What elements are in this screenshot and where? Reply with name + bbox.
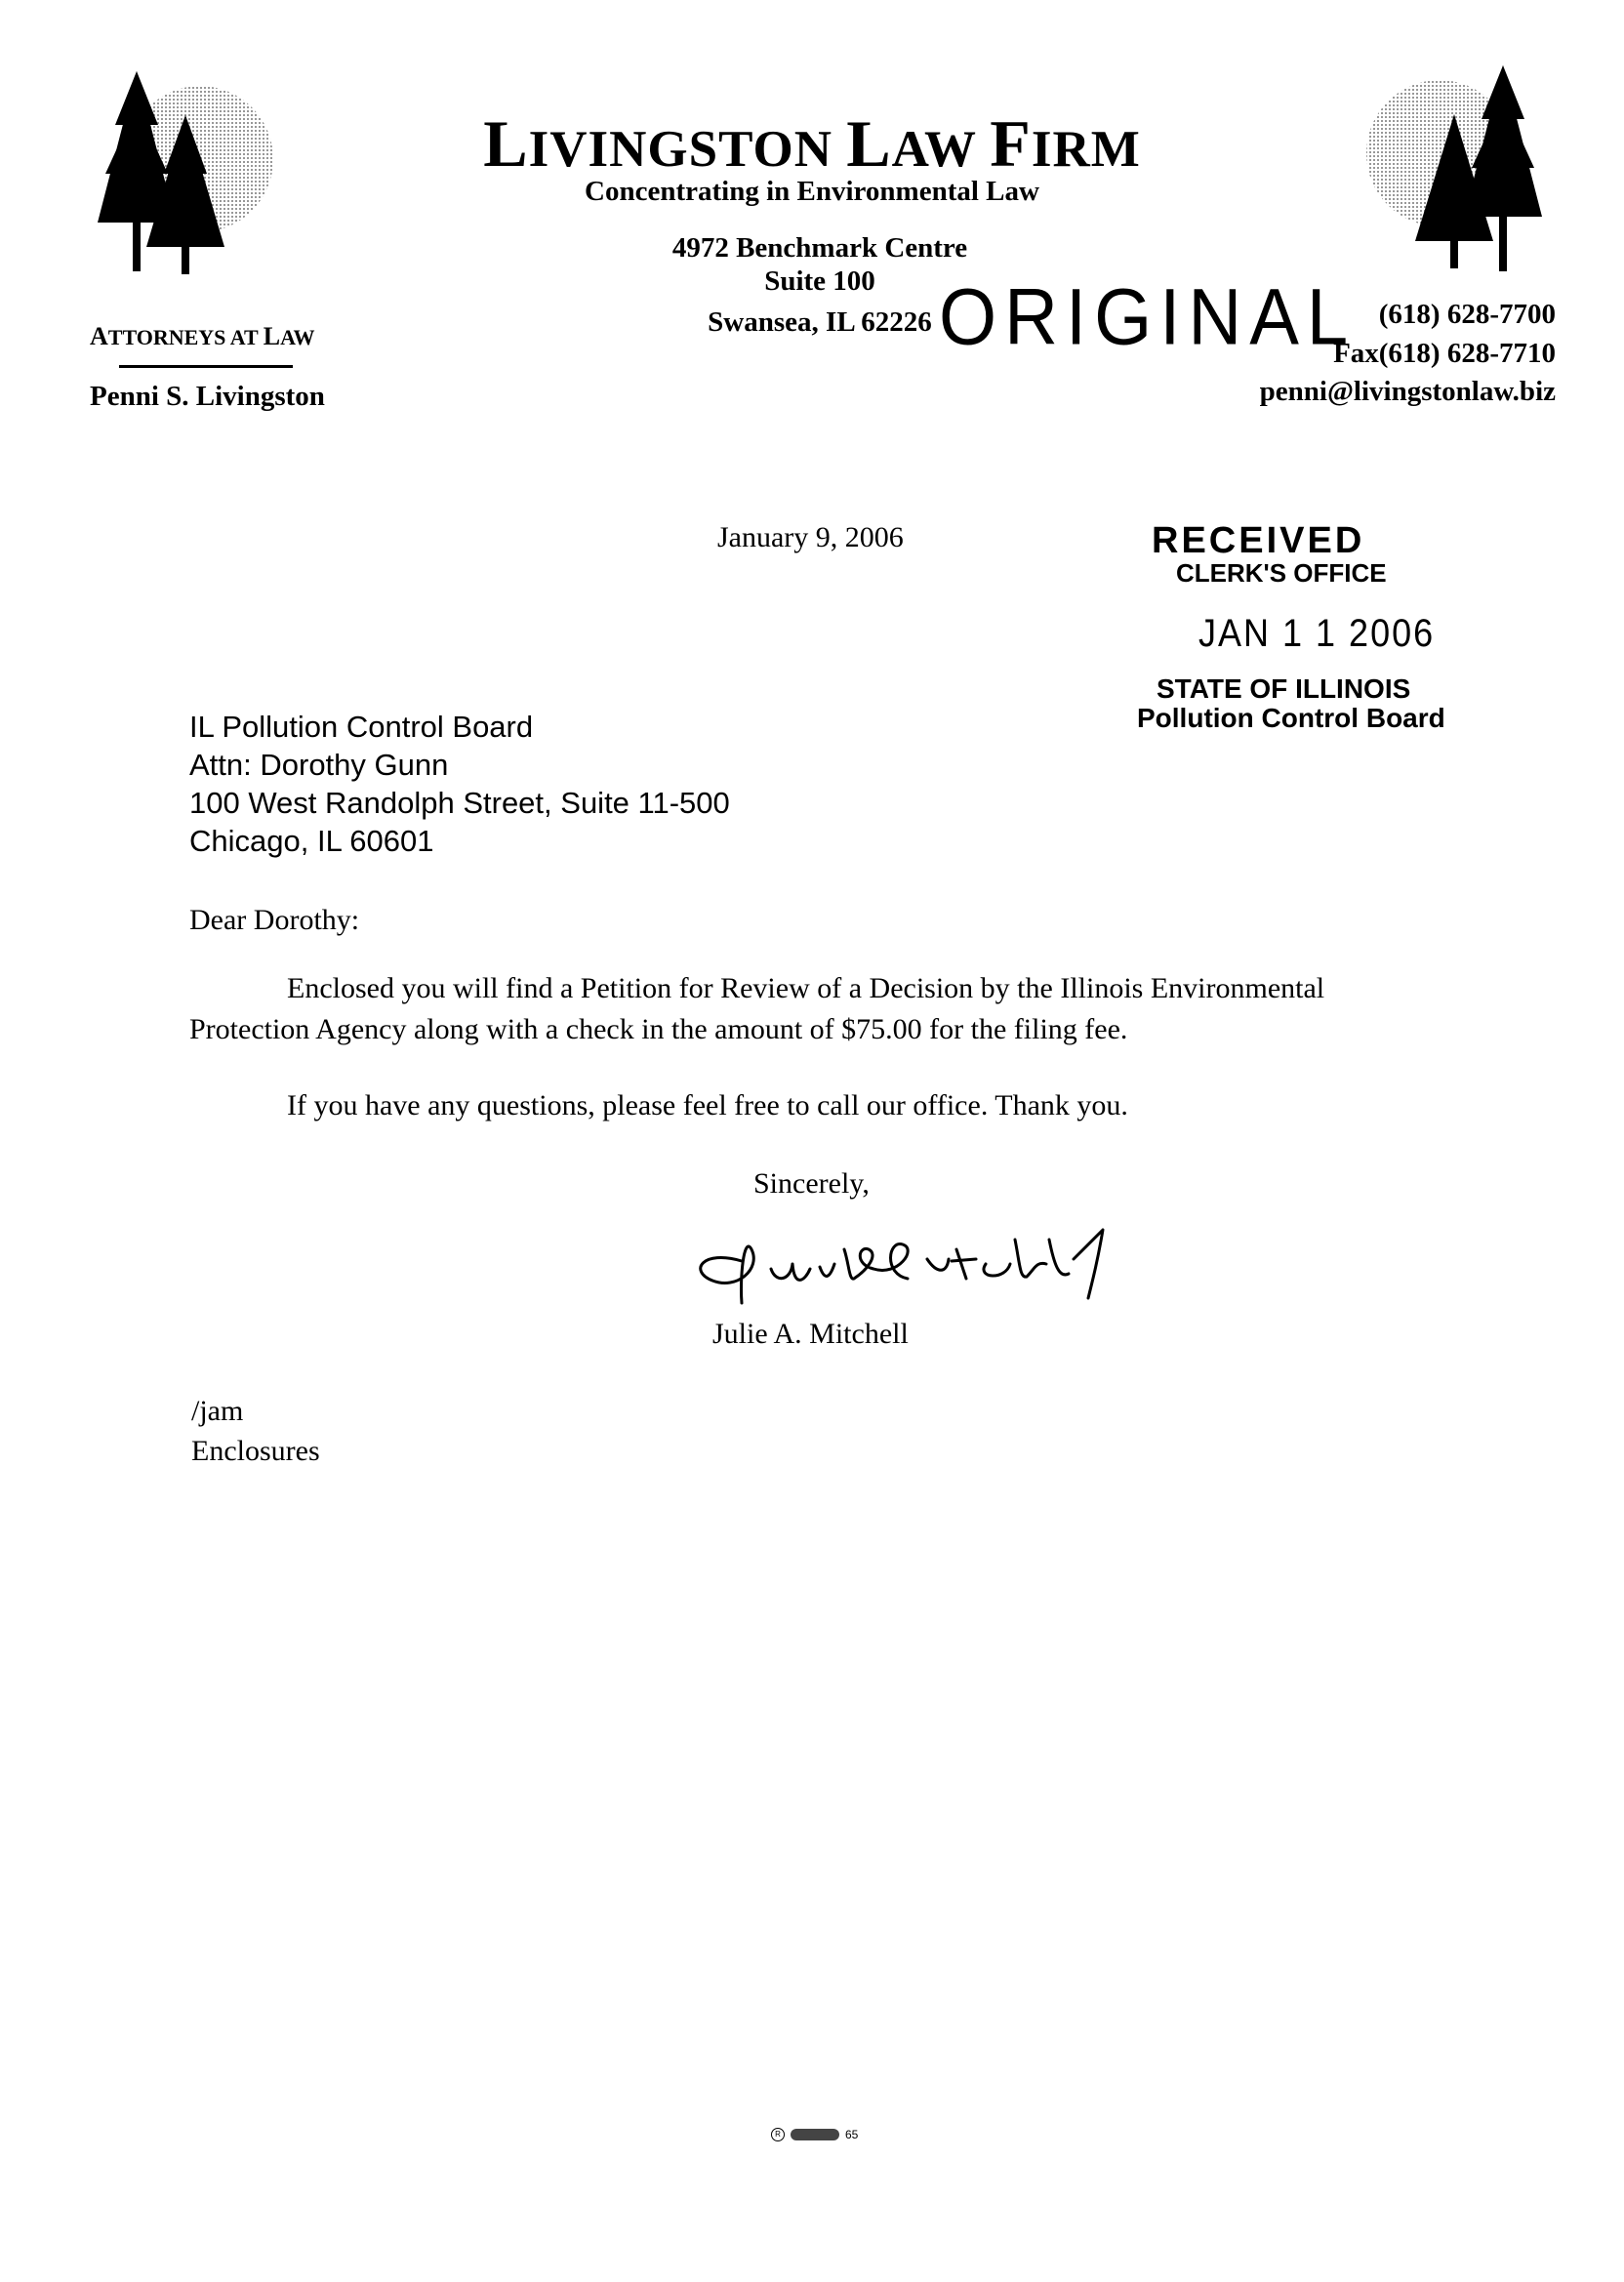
recipient-line-4: Chicago, IL 60601 xyxy=(189,824,434,858)
firm-name-word-3: FIRM xyxy=(990,106,1141,181)
fax-number: Fax(618) 628-7710 xyxy=(1333,338,1556,369)
received-stamp-board: Pollution Control Board xyxy=(1137,703,1445,733)
letter-date: January 9, 2006 xyxy=(717,521,904,553)
registered-icon: R xyxy=(771,2128,785,2141)
firm-name xyxy=(0,105,1624,183)
original-stamp: ORIGINAL xyxy=(939,272,1357,362)
closing: Sincerely, xyxy=(753,1167,870,1200)
paragraph-2: If you have any questions, please feel free to call our office. Thank you. xyxy=(287,1089,1128,1121)
recipient-line-1: IL Pollution Control Board xyxy=(189,710,534,744)
enclosures-note: Enclosures xyxy=(191,1435,320,1467)
firm-name-word-2: LAW xyxy=(846,106,991,181)
paragraph-1: Enclosed you will find a Petition for Review of a Decision by the Illinois Environmental Protection Agency along with a check in the amount of $75.00 for the filing fee. xyxy=(189,972,1325,1045)
email-address: penni@livingstonlaw.biz xyxy=(1259,376,1556,407)
firm-name-word-1: LIVINGSTON xyxy=(483,106,847,181)
received-stamp-title: RECEIVED xyxy=(1152,520,1365,561)
firm-address-line-1: 4972 Benchmark Centre xyxy=(671,232,968,264)
attorney-name: Penni S. Livingston xyxy=(90,381,325,412)
firm-address-line-2: Suite 100 xyxy=(764,265,875,297)
phone-number: (618) 628-7700 xyxy=(1378,299,1556,330)
firm-tagline: Concentrating in Environmental Law xyxy=(585,176,1039,207)
union-bug-footer xyxy=(771,2128,858,2141)
salutation: Dear Dorothy: xyxy=(189,904,360,936)
firm-address-line-3: Swansea, IL 62226 xyxy=(708,306,932,338)
header-divider xyxy=(119,365,293,368)
typist-initials: /jam xyxy=(191,1395,244,1427)
received-stamp-date: JAN 1 1 2006 xyxy=(1198,610,1436,655)
recipient-line-2: Attn: Dorothy Gunn xyxy=(189,748,449,782)
union-bug-icon xyxy=(791,2129,839,2140)
attorneys-at-law-title: ATTORNEYS AT LAW xyxy=(90,322,315,350)
signature-name: Julie A. Mitchell xyxy=(712,1318,909,1350)
union-bug-number: 65 xyxy=(845,2128,859,2141)
recipient-line-3: 100 West Randolph Street, Suite 11-500 xyxy=(189,786,730,820)
received-stamp-office: CLERK'S OFFICE xyxy=(1176,558,1387,588)
received-stamp-state: STATE OF ILLINOIS xyxy=(1157,673,1411,704)
